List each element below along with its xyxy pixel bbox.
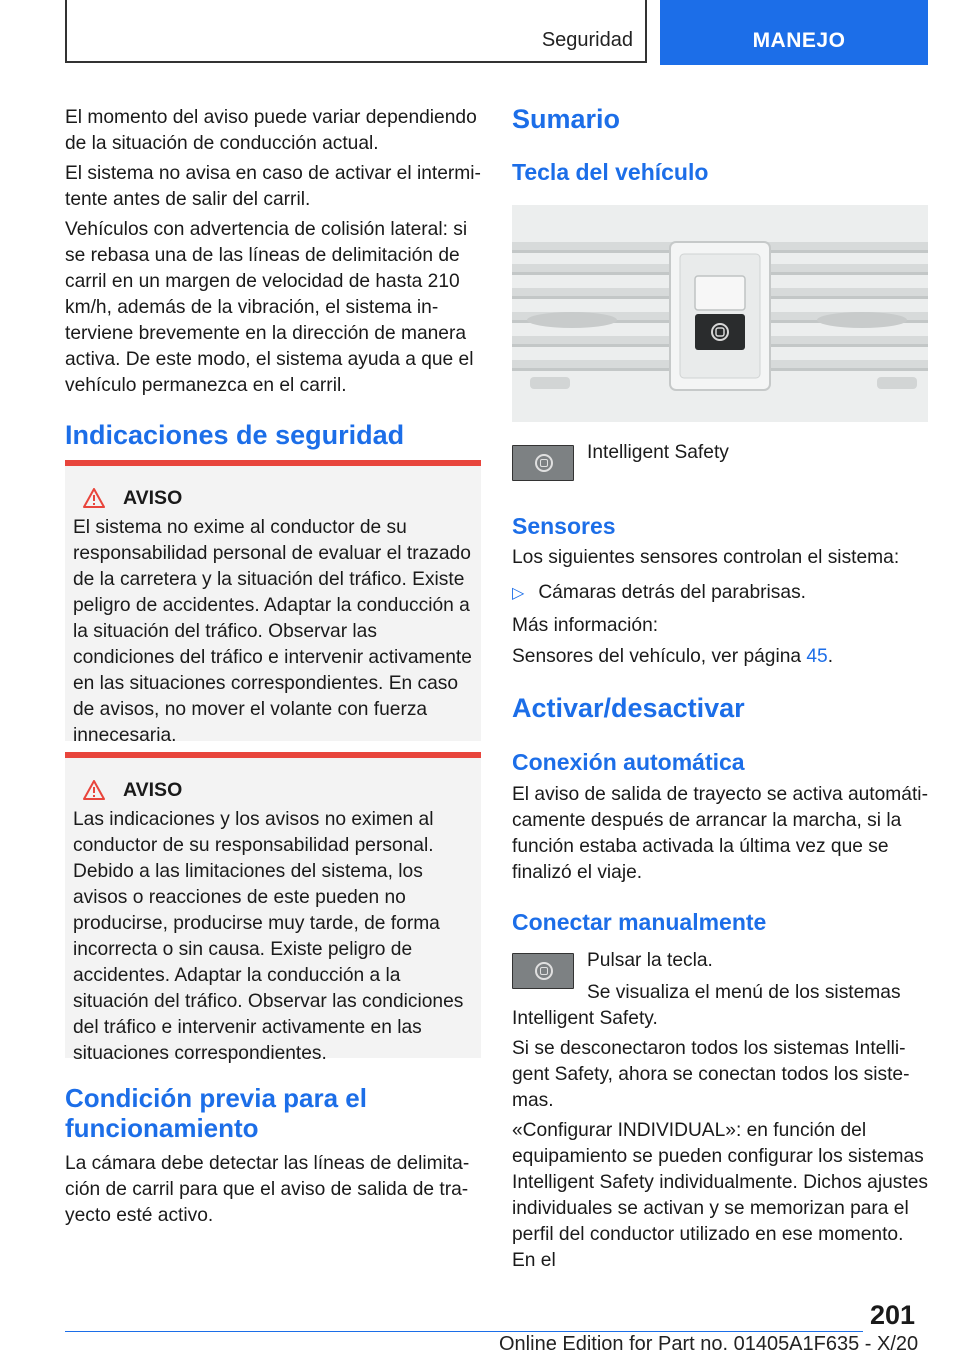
edition-note: Online Edition for Part no. 01405A1F635 - X/20 — [499, 1333, 919, 1355]
manual-result: Se visualiza el menú de los sistemas Intelligent Safety. — [512, 982, 901, 1029]
warning-box-2 — [65, 752, 481, 1064]
heading-vehicle-key: Tecla del vehículo — [512, 159, 709, 185]
paragraph-auto-connect: El aviso de salida de trayecto se activa automáticamente después de arrancar la marcha, si la función estaba activada la última vez que se finalizó el viaje. — [512, 784, 928, 883]
manual-step: Pulsar la tecla. — [587, 950, 713, 971]
triangle-bullet-icon: ▷ — [512, 585, 525, 602]
heading-safety-notes: Indicaciones de seguridad — [65, 420, 405, 450]
heading-precondition: Condición previa para el funcionamiento — [65, 1083, 367, 1143]
paragraph-individual: «Configurar INDIVIDUAL»: en función del equipamiento se pueden configurar los sistemas Intelligent Safety individualmente. Dichos ajustes individuales se activan y se memorizan para el perfil del conductor utilizado en ese momento. En el — [512, 1120, 928, 1271]
section-tab — [65, 0, 647, 63]
more-info-label: Más información: — [512, 615, 659, 636]
paragraph-disconnected: Si se desconectaron todos los sistemas Intelligent Safety, ahora se conectan todos los sistemas. — [512, 1038, 910, 1111]
page-link[interactable]: 45 — [806, 646, 828, 667]
paragraph-indicator: El sistema no avisa en caso de activar el intermitente antes de salir del carril. — [65, 163, 481, 210]
paragraph-side-collision: Vehículos con advertencia de colisión lateral: si se rebasa una de las líneas de delimitación de carril en un margen de velocidad de hasta 210 km/h, además de la vibración, el sistema interviene brevemente en la dirección de manera activa. De este modo, el sistema ayuda a que el vehículo permanezca en el carril. — [65, 219, 474, 396]
warning-box-1 — [65, 460, 481, 746]
sensor-list-item: ▷ Cámaras detrás del parabrisas. — [512, 582, 806, 603]
warning-title: AVISO — [123, 778, 183, 801]
key-label: Intelligent Safety — [587, 442, 729, 463]
warning-text: Las indicaciones y los avisos no eximen al conductor de su responsabilidad personal. Debido a las limitaciones del sistema, los avisos o reacciones de este pueden no producirse, producirse muy tarde, de forma incorrecta o sin causa. Existe peligro de accidentes. Adaptar la conducción a la situación del tráfico. Observar las condiciones del tráfico e intervenir activamente en las situaciones correspondientes. — [73, 809, 464, 1064]
chapter-tab — [660, 0, 928, 65]
heading-manual-connect: Conectar manualmente — [512, 909, 767, 935]
paragraph-sensors: Los siguientes sensores controlan el sistema: — [512, 547, 900, 568]
footer-rule — [65, 1331, 863, 1332]
sensor-reference: Sensores del vehículo, ver página 45. — [512, 646, 834, 667]
heading-sensors: Sensores — [512, 513, 616, 539]
page-number: 201 — [870, 1300, 916, 1330]
warning-triangle-icon — [83, 780, 105, 800]
warning-title: AVISO — [123, 486, 183, 509]
chapter-title: MANEJO — [752, 29, 846, 52]
page-header — [65, 0, 928, 65]
heading-activate-deactivate: Activar/desactivar — [512, 693, 745, 723]
paragraph-precondition: La cámara debe detectar las líneas de delimitación de carril para que el aviso de salida de trayecto esté activo. — [65, 1153, 470, 1226]
heading-summary: Sumario — [512, 104, 621, 134]
section-title: Seguridad — [541, 29, 633, 51]
heading-auto-connect: Conexión automática — [512, 749, 745, 775]
vehicle-button-photo — [512, 202, 928, 422]
intelligent-safety-key-icon — [512, 445, 574, 481]
paragraph-warning-timing: El momento del aviso puede variar dependiendo de la situación de conducción actual. — [65, 107, 477, 154]
warning-triangle-icon — [83, 488, 105, 508]
warning-text: El sistema no exime al conductor de su responsabilidad personal de evaluar el trazado de la carretera y la situación del tráfico. Existe peligro de accidentes. Adaptar la conducción a la situación del tráfico. Observar las condiciones del tráfico e intervenir activamente en las situaciones correspondientes. En caso de avisos, no mover el volante con fuerza innecesaria. — [73, 517, 472, 746]
